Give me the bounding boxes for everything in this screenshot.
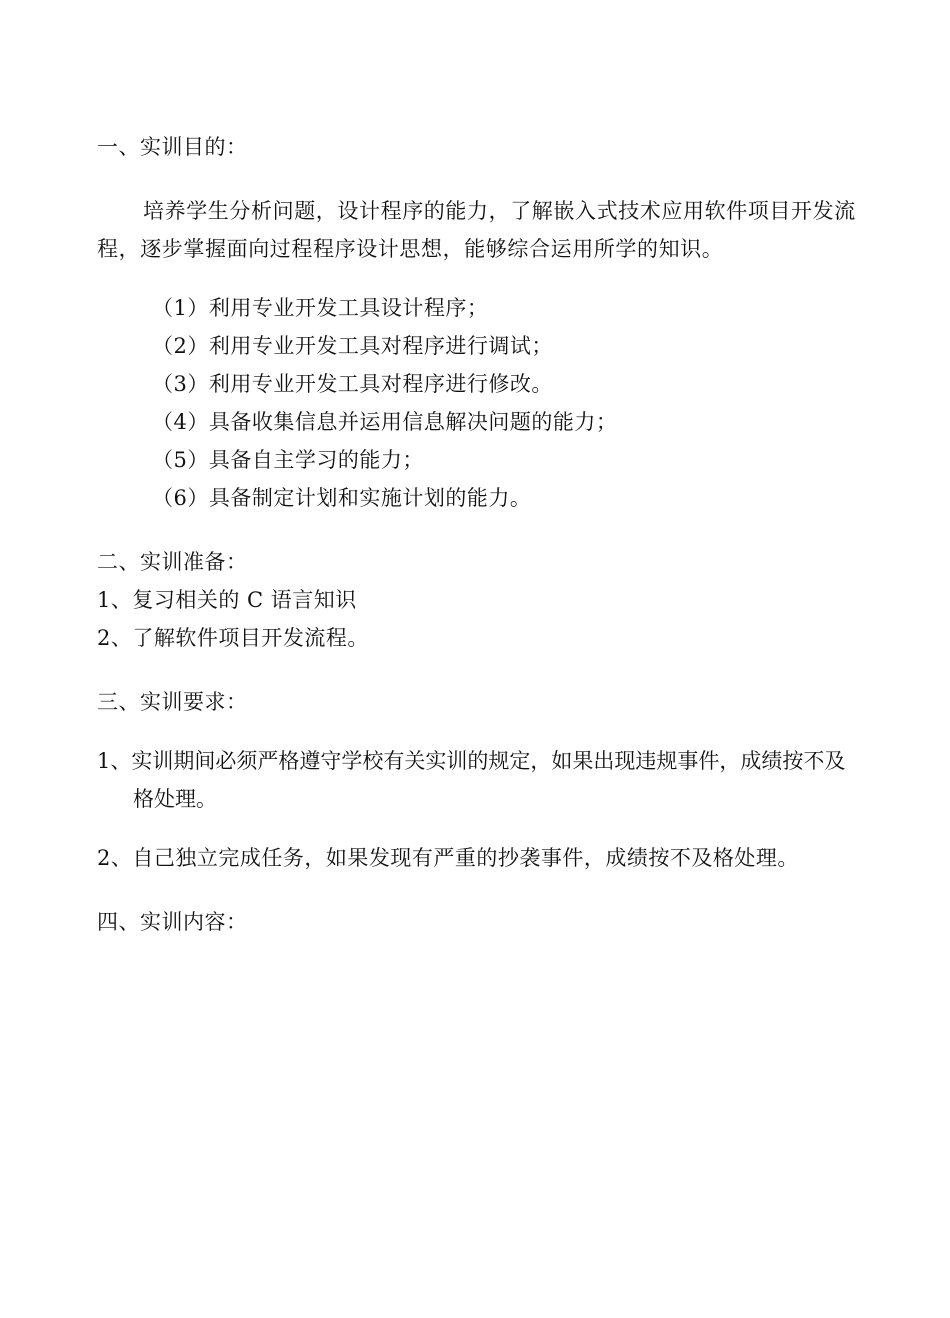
objective-item: （6）具备制定计划和实施计划的能力。 — [152, 486, 532, 510]
purpose-paragraph: 培养学生分析问题，设计程序的能力，了解嵌入式技术应用软件项目开发流程，逐步掌握面向过程程序设计思想，能够综合运用所学的知识。 — [97, 199, 856, 261]
objective-item: （3）利用专业开发工具对程序进行修改。 — [152, 372, 553, 396]
objective-item: （1）利用专业开发工具设计程序； — [152, 296, 489, 320]
requirement-item: 2、自己独立完成任务，如果发现有严重的抄袭事件，成绩按不及格处理。 — [97, 846, 799, 870]
requirement-item: 1、实训期间必须严格遵守学校有关实训的规定，如果出现违规事件，成绩按不及格处理。 — [97, 749, 846, 811]
objective-item: （4）具备收集信息并运用信息解决问题的能力； — [152, 410, 618, 434]
document-body — [97, 128, 857, 941]
section-heading-requirements: 三、实训要求： — [97, 690, 248, 714]
objective-item: （5）具备自主学习的能力； — [152, 448, 424, 472]
section-heading-purpose: 一、实训目的： — [97, 135, 248, 159]
section-heading-content: 四、实训内容： — [97, 910, 248, 934]
objective-item: （2）利用专业开发工具对程序进行调试； — [152, 334, 553, 358]
section-heading-preparation: 二、实训准备： — [97, 550, 248, 574]
preparation-item: 1、复习相关的 C 语言知识 — [97, 588, 357, 612]
preparation-item: 2、了解软件项目开发流程。 — [97, 626, 369, 650]
